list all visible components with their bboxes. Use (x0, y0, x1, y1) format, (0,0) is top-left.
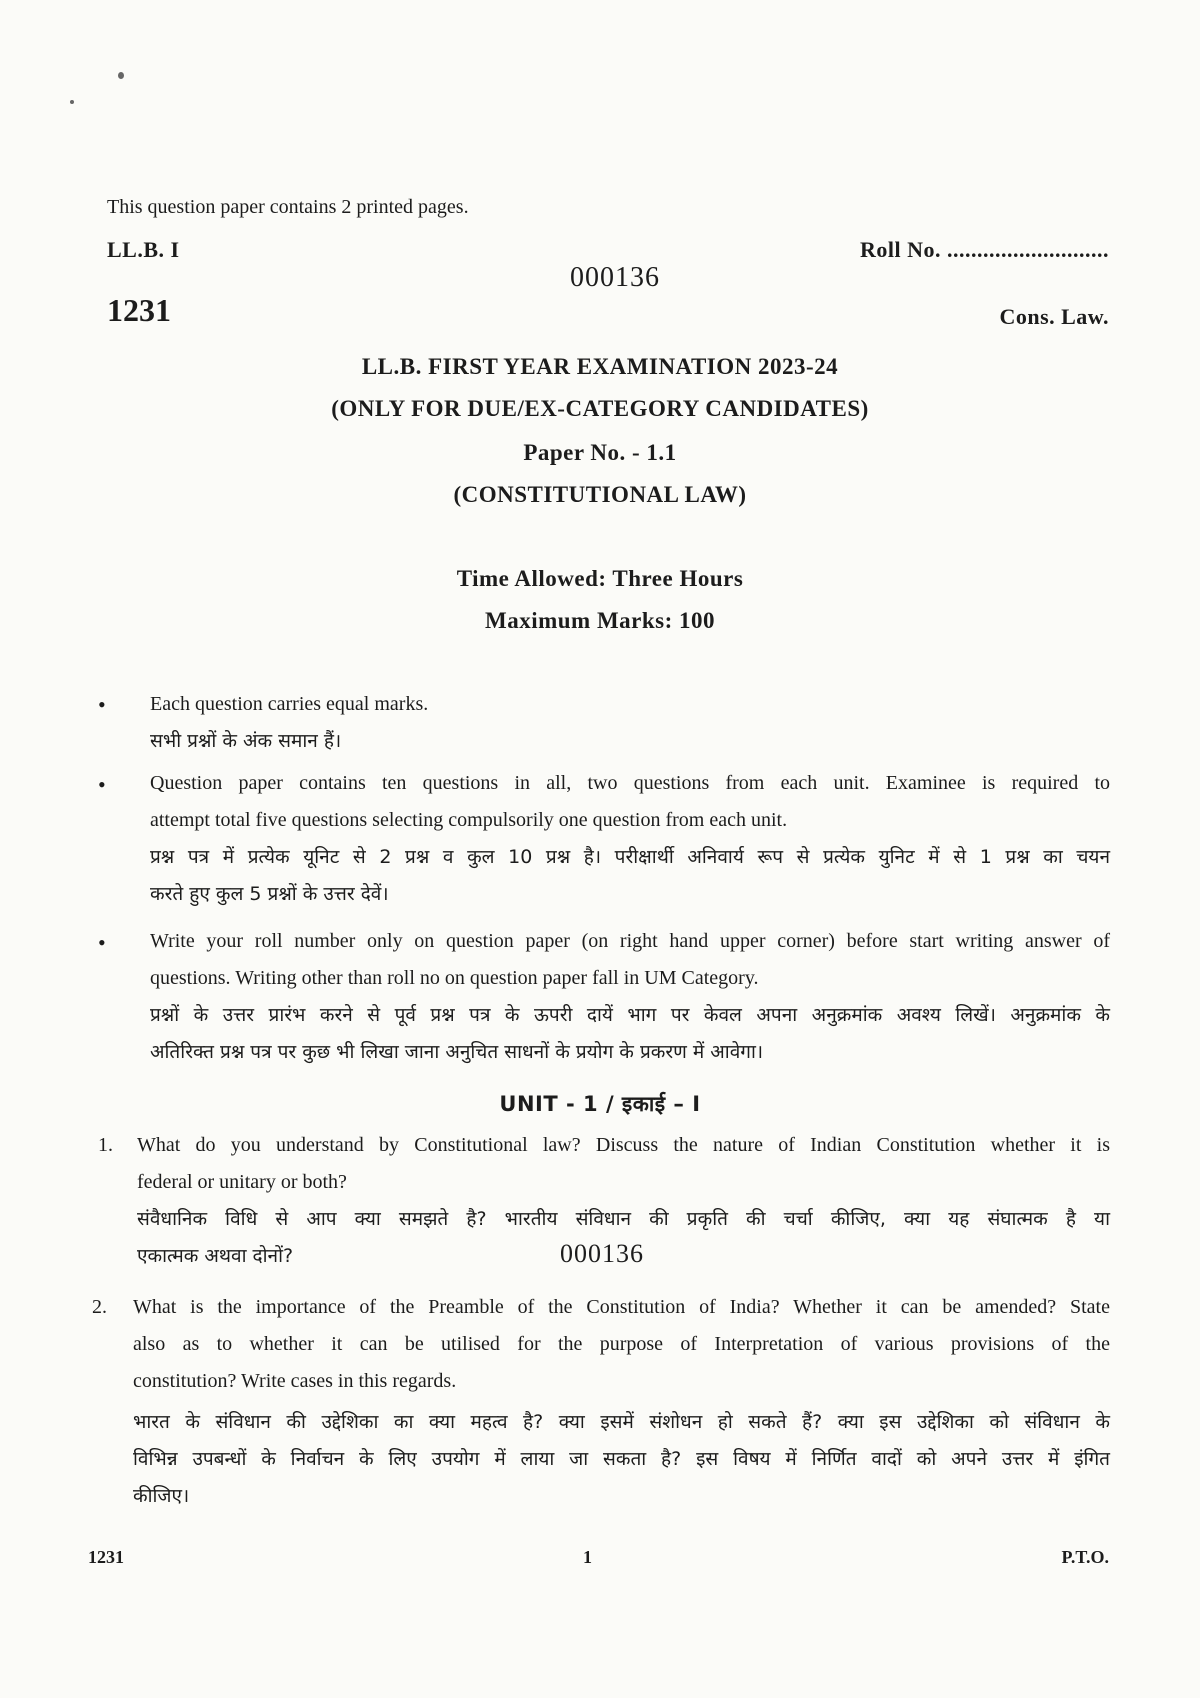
question-2-hindi-line1: भारत के संविधान की उद्देशिका का क्या महत्व है? क्या इसमें संशोधन हो सकते हैं? क्या इस उद्देशिका को संविधान के (133, 1411, 1110, 1433)
paper-code: 1231 (107, 292, 171, 328)
instruction-3 (150, 923, 1110, 1071)
subject-abbreviation: Cons. Law. (999, 304, 1109, 329)
paper-number: Paper No. - 1.1 (523, 440, 677, 465)
repeated-serial-number: 000136 (560, 1239, 644, 1268)
question-2-english-line2: also as to whether it can be utilised for the purpose of Interpretation of various provisions of the (133, 1333, 1110, 1355)
course-code: LL.B. I (107, 237, 180, 262)
footer-page-number: 1 (583, 1547, 592, 1567)
question-2-hindi-line3: कीजिए। (133, 1485, 190, 1507)
instruction-2-hindi-line1: प्रश्न पत्र में प्रत्येक यूनिट से 2 प्रश्न व कुल 10 प्रश्न है। परीक्षार्थी अनिवार्य रूप से प्रत्येक युनिट में से 1 प्रश्न का चयन (150, 846, 1110, 868)
question-2-hindi-line2: विभिन्न उपबन्धों के निर्वाचन के लिए उपयोग में लाया जा सकता है? इस विषय में निर्णित वादों को अपने उत्तर में इंगित (133, 1448, 1110, 1470)
bullet: • (98, 692, 106, 717)
subject-title: (CONSTITUTIONAL LAW) (453, 482, 747, 507)
footer-paper-code: 1231 (88, 1547, 124, 1567)
question-1-english-line2: federal or unitary or both? (137, 1171, 347, 1193)
footer-pto: P.T.O. (1061, 1547, 1109, 1567)
instruction-3-english-line2: questions. Writing other than roll no on question paper fall in UM Category. (150, 967, 759, 989)
question-1-hindi-line1: संवैधानिक विधि से आप क्या समझते है? भारतीय संविधान की प्रकृति की चर्चा कीजिए, क्या यह संघात्मक है या (137, 1208, 1110, 1230)
maximum-marks: Maximum Marks: 100 (484, 608, 716, 633)
question-2-english-line3: constitution? Write cases in this regards. (133, 1370, 457, 1392)
instruction-3-english-line1: Write your roll number only on question paper (on right hand upper corner) before start writing answer of (150, 930, 1110, 952)
category-note: (ONLY FOR DUE/EX-CATEGORY CANDIDATES) (331, 396, 869, 421)
paper-serial-number: 000136 (570, 262, 660, 293)
question-2-english-line1: What is the importance of the Preamble of the Constitution of India? Whether it can be amended? State (133, 1296, 1110, 1318)
bullet: • (98, 772, 106, 797)
question-1-english-line1: What do you understand by Constitutional law? Discuss the nature of Indian Constitution whether it is (137, 1134, 1110, 1156)
page-count-note: This question paper contains 2 printed pages. (107, 196, 469, 218)
exam-title: LL.B. FIRST YEAR EXAMINATION 2023-24 (361, 354, 839, 379)
instruction-2-hindi-line2: करते हुए कुल 5 प्रश्नों के उत्तर देवें। (150, 883, 389, 905)
instruction-1-hindi: सभी प्रश्नों के अंक समान हैं। (150, 730, 342, 752)
instruction-3-hindi-line1: प्रश्नों के उत्तर प्रारंभ करने से पूर्व प्रश्न पत्र के ऊपरी दायें भाग पर केवल अपना अनुक्रमांक अवश्य लिखें। अनुक्रमांक के (150, 1004, 1110, 1026)
question-2 (133, 1289, 1110, 1515)
roll-no-dots: ........................... (947, 237, 1109, 262)
roll-no-field (860, 237, 1109, 263)
question-2-number: 2. (92, 1296, 107, 1318)
question-1-number: 1. (98, 1134, 113, 1156)
instruction-1 (150, 686, 1110, 760)
scan-speck (118, 72, 124, 79)
roll-no-label: Roll No. (860, 237, 947, 262)
instruction-2-english-line2: attempt total five questions selecting compulsorily one question from each unit. (150, 809, 788, 831)
instruction-2 (150, 765, 1110, 913)
bullet: • (98, 930, 106, 955)
instruction-3-hindi-line2: अतिरिक्त प्रश्न पत्र पर कुछ भी लिखा जाना अनुचित साधनों के प्रयोग के प्रकरण में आवेगा। (150, 1041, 764, 1063)
unit-heading: UNIT - 1 / इकाई – I (499, 1092, 701, 1116)
instruction-1-english: Each question carries equal marks. (150, 693, 429, 715)
scan-speck (70, 100, 74, 104)
question-1-hindi-line2: एकात्मक अथवा दोनों? (137, 1245, 294, 1267)
time-allowed: Time Allowed: Three Hours (456, 566, 744, 591)
instruction-2-english-line1: Question paper contains ten questions in all, two questions from each unit. Examinee is required to (150, 772, 1110, 794)
